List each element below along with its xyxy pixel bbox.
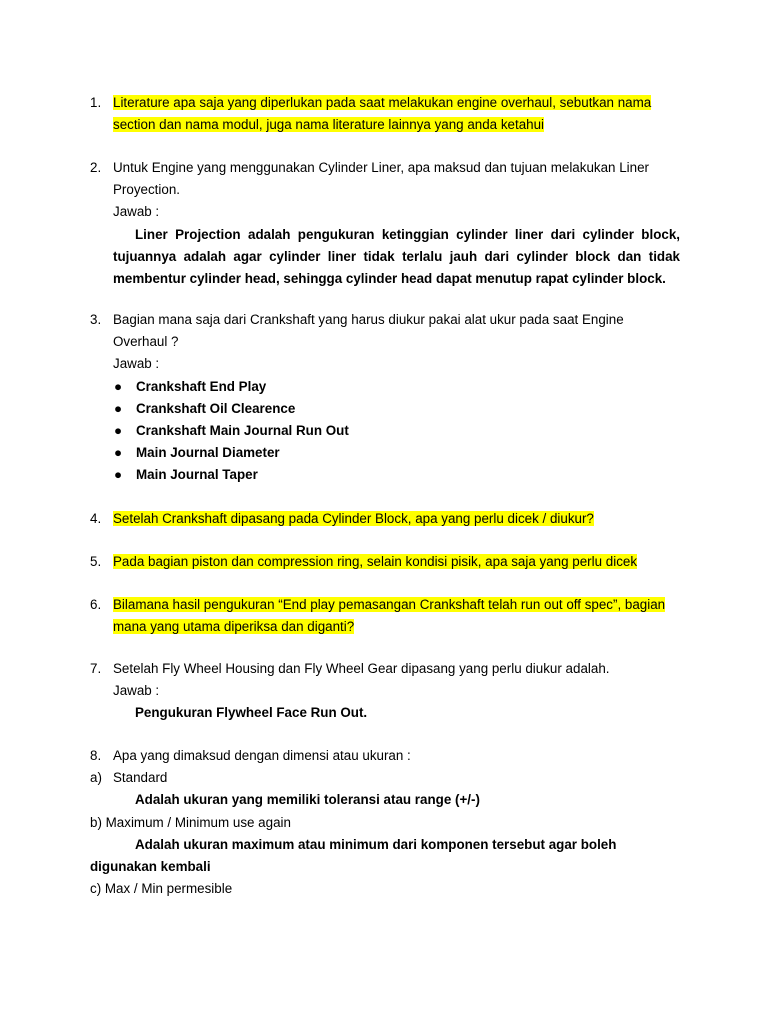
sub-text: Standard	[113, 770, 168, 786]
question-3	[90, 309, 680, 487]
question-text: Apa yang dimaksud dengan dimensi atau ukuran :	[113, 748, 411, 763]
question-text: Setelah Fly Wheel Housing dan Fly Wheel Gear dipasang yang perlu diukur adalah.	[113, 661, 610, 676]
sub-question-a	[90, 767, 680, 811]
question-7	[90, 658, 680, 725]
list-item: ● Crankshaft Main Journal Run Out	[113, 420, 680, 442]
bullet-icon: ●	[114, 445, 123, 461]
question-6	[90, 594, 680, 638]
question-number: 3.	[90, 312, 102, 327]
question-number: 6.	[90, 597, 102, 612]
answer-list	[113, 376, 680, 487]
sub-question-c	[90, 878, 680, 900]
question-number: 4.	[90, 511, 102, 526]
answer-text: Liner Projection adalah pengukuran ketinggian cylinder liner dari cylinder block, tujuannya adalah agar cylinder liner tidak terlalu jauh dari cylinder block dan tidak membentur cylinder head, sehingga cylinder head dapat menutup rapat cylinder block.	[113, 226, 680, 287]
bullet-icon: ●	[114, 423, 123, 439]
sub-label: c)	[90, 881, 102, 897]
bullet-icon: ●	[114, 400, 123, 416]
question-number: 2.	[90, 160, 102, 175]
bullet-icon: ●	[114, 378, 123, 394]
question-text: Bilamana hasil pengukuran “End play pemasangan Crankshaft telah run out off spec”, bagian mana yang utama diperiksa dan diganti?	[113, 597, 666, 635]
sub-label: a)	[90, 770, 102, 786]
question-number: 8.	[90, 748, 102, 763]
answer-label: Jawab :	[113, 356, 160, 372]
sub-label: b)	[90, 814, 102, 830]
question-8	[90, 745, 680, 900]
sub-text: Maximum / Minimum use again	[105, 814, 291, 830]
question-text: Pada bagian piston dan compression ring, selain kondisi pisik, apa saja yang perlu dicek	[113, 554, 638, 569]
answer-label: Jawab :	[113, 204, 160, 220]
question-5	[90, 551, 680, 573]
question-1	[90, 92, 680, 136]
question-text: Bagian mana saja dari Crankshaft yang harus diukur pakai alat ukur pada saat Engine Overhaul ?	[113, 312, 624, 350]
sub-text: Max / Min permesible	[104, 881, 233, 897]
sub-question-b	[90, 812, 680, 879]
list-item: ● Main Journal Taper	[113, 464, 680, 486]
answer-text: Pengukuran Flywheel Face Run Out.	[135, 705, 368, 721]
sub-answer: Adalah ukuran maximum atau minimum dari komponen tersebut agar boleh digunakan kembali	[90, 836, 617, 875]
sub-answer: Adalah ukuran yang memiliki toleransi atau range (+/-)	[135, 792, 480, 808]
question-number: 7.	[90, 661, 102, 676]
question-text: Untuk Engine yang menggunakan Cylinder Liner, apa maksud dan tujuan melakukan Liner Proyection.	[113, 160, 649, 198]
question-number: 1.	[90, 95, 102, 110]
answer-label: Jawab :	[113, 683, 160, 699]
list-item: ● Main Journal Diameter	[113, 442, 680, 464]
question-number: 5.	[90, 554, 102, 569]
question-2	[90, 157, 680, 290]
list-item: ● Crankshaft Oil Clearence	[113, 398, 680, 420]
bullet-icon: ●	[114, 467, 123, 483]
question-text: Setelah Crankshaft dipasang pada Cylinder Block, apa yang perlu dicek / diukur?	[113, 511, 594, 526]
list-item: ● Crankshaft End Play	[113, 376, 680, 398]
question-text: Literature apa saja yang diperlukan pada saat melakukan engine overhaul, sebutkan nama section dan nama modul, juga nama literature lainnya yang anda ketahui	[113, 95, 652, 133]
question-4	[90, 508, 680, 530]
